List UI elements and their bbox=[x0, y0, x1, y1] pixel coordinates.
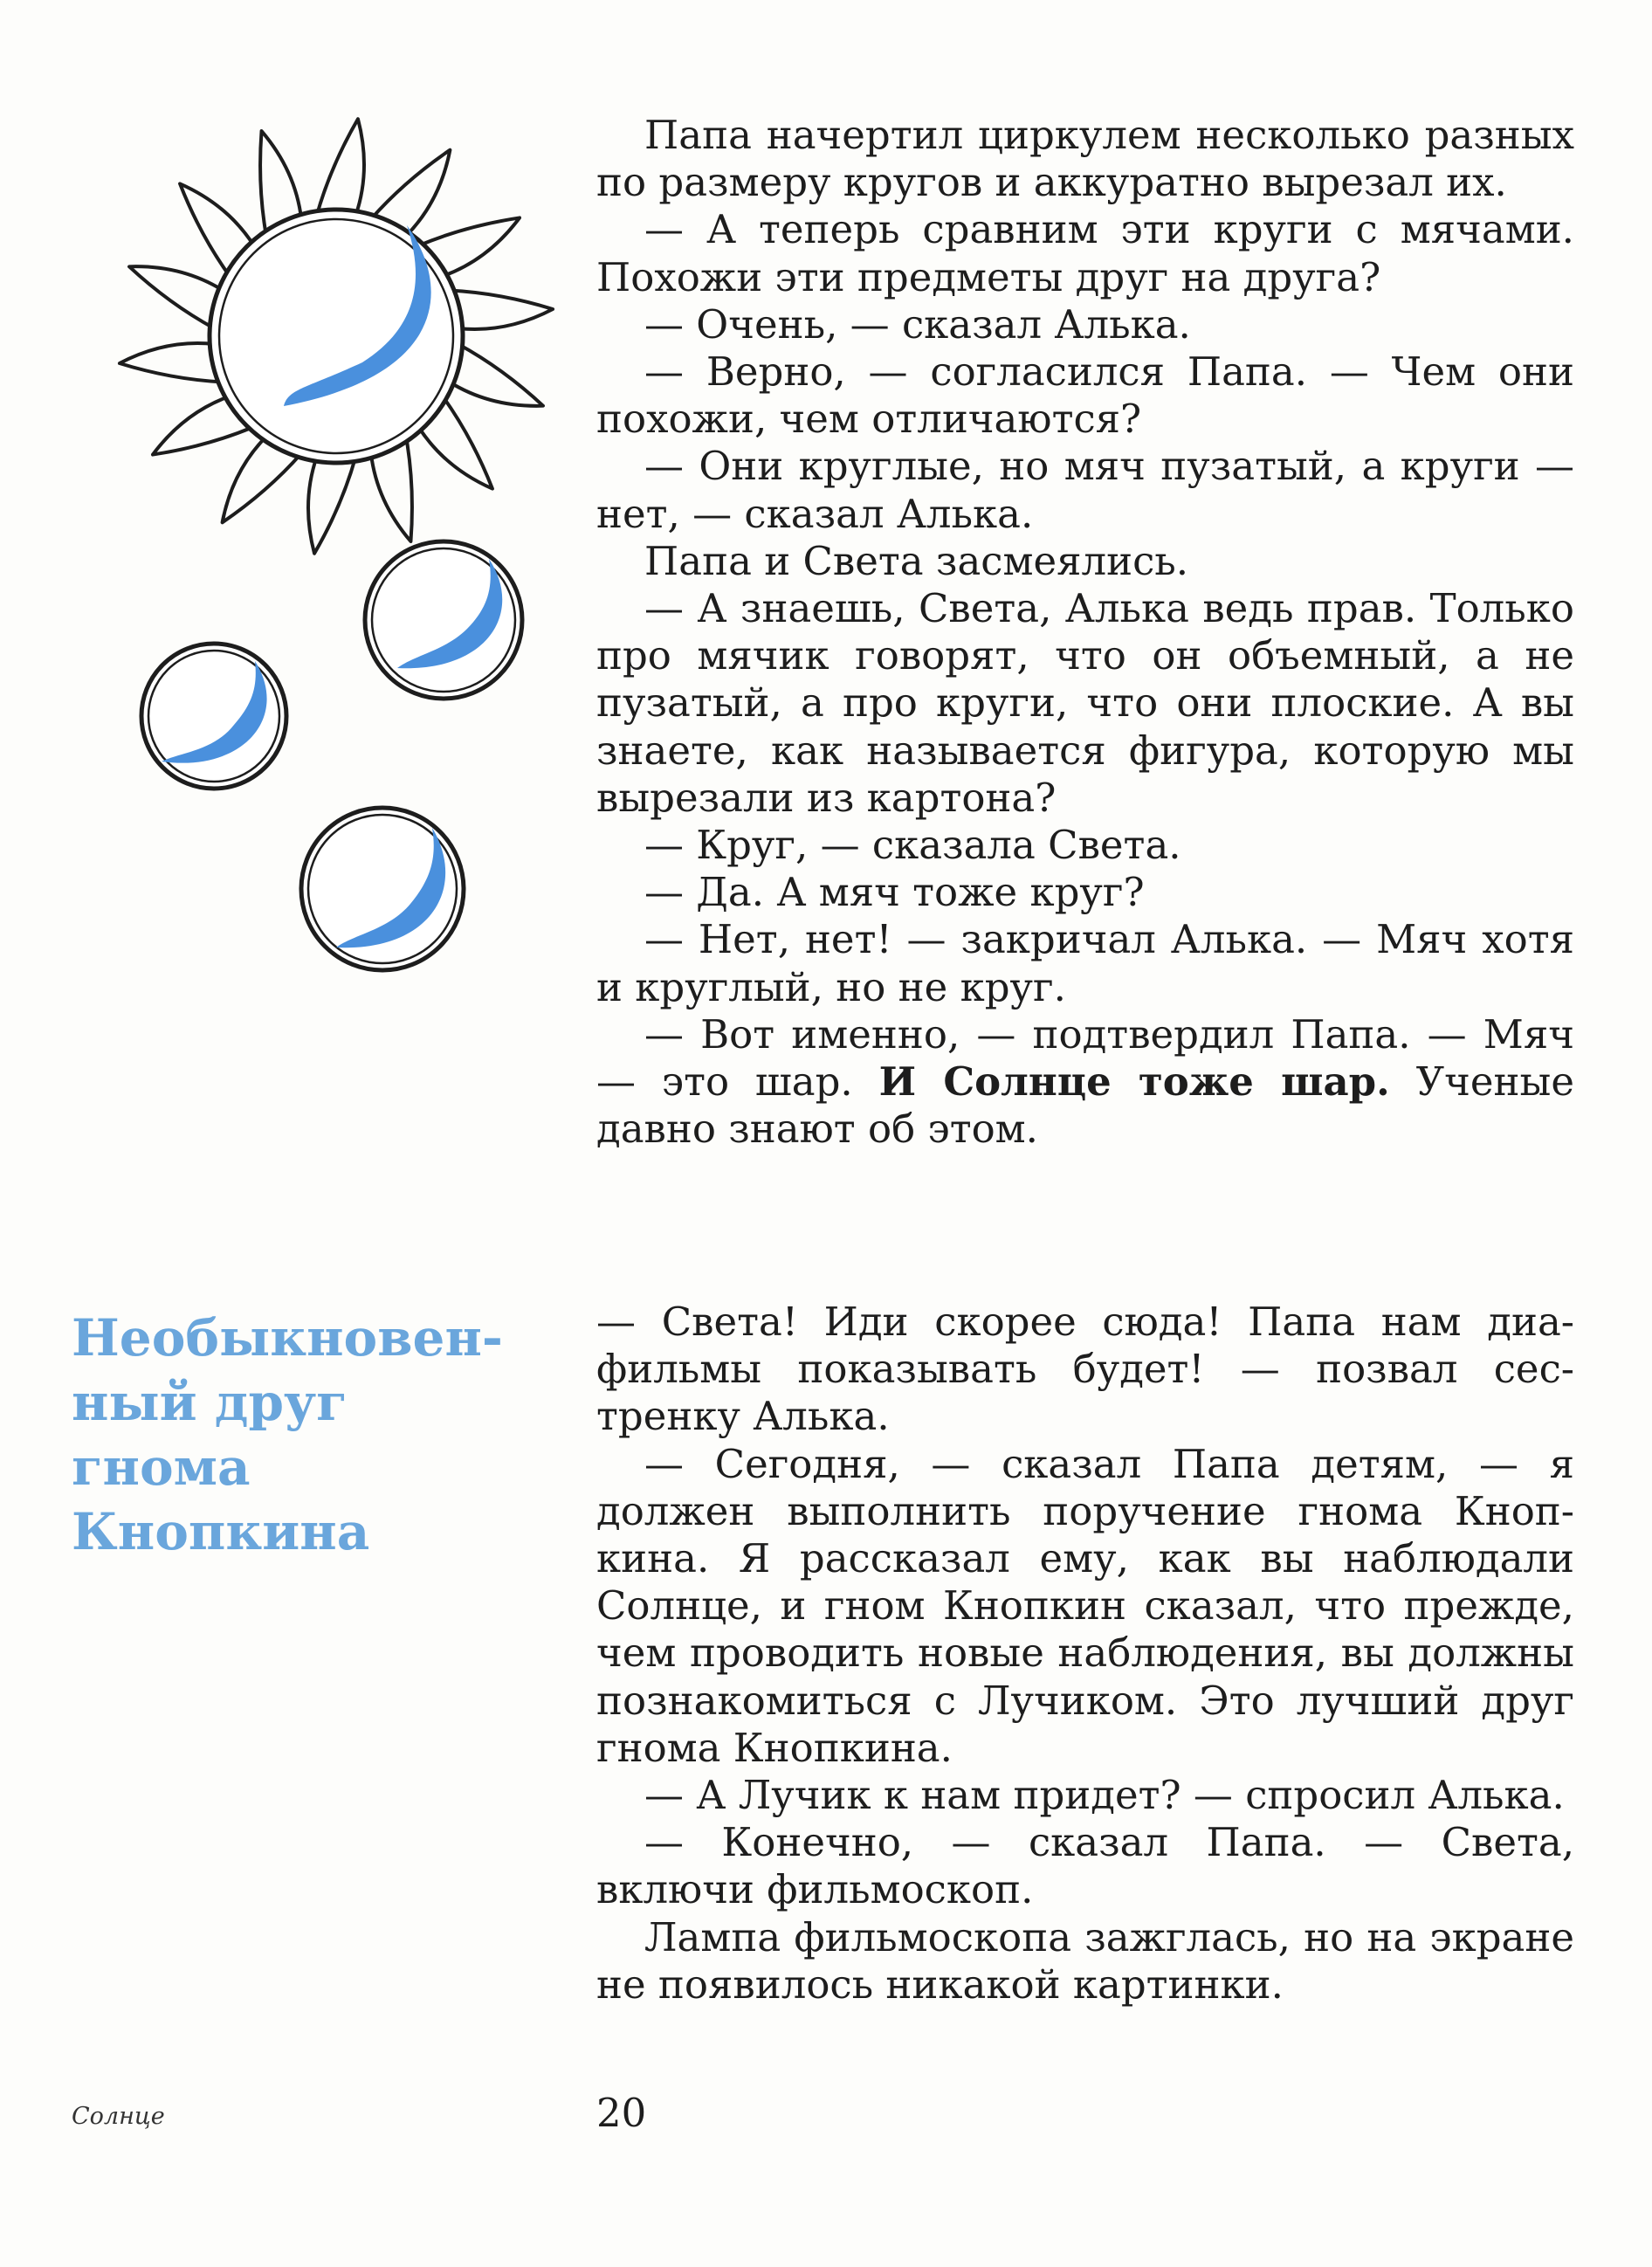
sun-ray-icon bbox=[450, 290, 553, 328]
text-section-1 bbox=[596, 112, 1574, 1153]
heading-line: Необыкновен- bbox=[72, 1308, 503, 1368]
sun-ray-icon bbox=[120, 343, 223, 382]
paragraph: — Да. А мяч тоже круг? bbox=[644, 869, 1145, 916]
heading-line: гнома bbox=[72, 1437, 251, 1497]
paragraph: — А Лучик к нам придет? — спросил Алька. bbox=[644, 1772, 1565, 1819]
paragraph: — Круг, — сказала Света. bbox=[644, 822, 1181, 869]
paragraph-part: Ученые давно знают об этом. bbox=[596, 1058, 1574, 1153]
paragraph: Лампа фильмоскопа зажглась, но на экране не появилось никакой картинки. bbox=[596, 1913, 1574, 2008]
page-number: 20 bbox=[596, 2090, 647, 2136]
emphasis-text: И Солнце тоже шар. bbox=[878, 1058, 1390, 1106]
paragraph-with-emphasis bbox=[596, 1011, 1574, 1154]
sun-ray-icon bbox=[317, 119, 364, 216]
heading-line: Кнопкина bbox=[72, 1502, 370, 1561]
paragraph: — Верно, — согласился Папа. — Чем они похожи, чем отличаются? bbox=[596, 348, 1574, 443]
ball-icon-2 bbox=[141, 644, 286, 789]
sun-and-balls-illustration bbox=[0, 0, 576, 1013]
paragraph: — Сегодня, — сказал Папа детям, — я должен выполнить поручение гнома Кнопкина. Я рассказал ему, как вы наблюдали Солнце, и гном Кнопкин сказал, что прежде, чем проводить новые наблюдения, вы должны познакомиться с Лучиком. Это лучший друг гнома Кнопкина. bbox=[596, 1440, 1574, 1771]
paragraph: Папа и Света засмеялись. bbox=[644, 537, 1189, 584]
paragraph: — А теперь сравним эти круги с мячами. Похожи эти предметы друг на друга? bbox=[596, 206, 1574, 300]
running-title: Солнце bbox=[72, 2103, 165, 2130]
paragraph: Папа начертил циркулем несколько разных по размеру кругов и аккуратно вырезал их. bbox=[596, 112, 1574, 206]
paragraph: — Света! Иди скорее сюда! Папа нам диафильмы показывать будет! — позвал сестренку Алька. bbox=[596, 1299, 1574, 1440]
sun-ray-icon bbox=[308, 457, 355, 554]
paragraph-part: — Вот именно, — подтвердил Папа. — Мяч — это шар. bbox=[596, 1010, 1574, 1106]
ball-icon-3 bbox=[301, 808, 464, 970]
paragraph: — А знаешь, Света, Алька ведь прав. Только про мячик говорят, что он объемный, а не пузатый, а про круги, что они плоские. А вы знаете, как называется фигура, которую мы вырезали из картона? bbox=[596, 585, 1574, 821]
text-section-2 bbox=[596, 1299, 1574, 2009]
heading-line: ный друг bbox=[72, 1373, 348, 1432]
section-heading bbox=[72, 1306, 526, 1564]
paragraph: — Очень, — сказал Алька. bbox=[644, 300, 1191, 348]
paragraph: — Они круглые, но мяч пузатый, а круги — нет, — сказал Алька. bbox=[596, 443, 1574, 537]
paragraph: — Конечно, — сказал Папа. — Света, включи фильмоскоп. bbox=[596, 1819, 1574, 1913]
sun-icon bbox=[120, 119, 553, 554]
paragraph: — Нет, нет! — закричал Алька. — Мяч хотя и круглый, но не круг. bbox=[596, 916, 1574, 1010]
ball-icon-1 bbox=[365, 541, 522, 699]
